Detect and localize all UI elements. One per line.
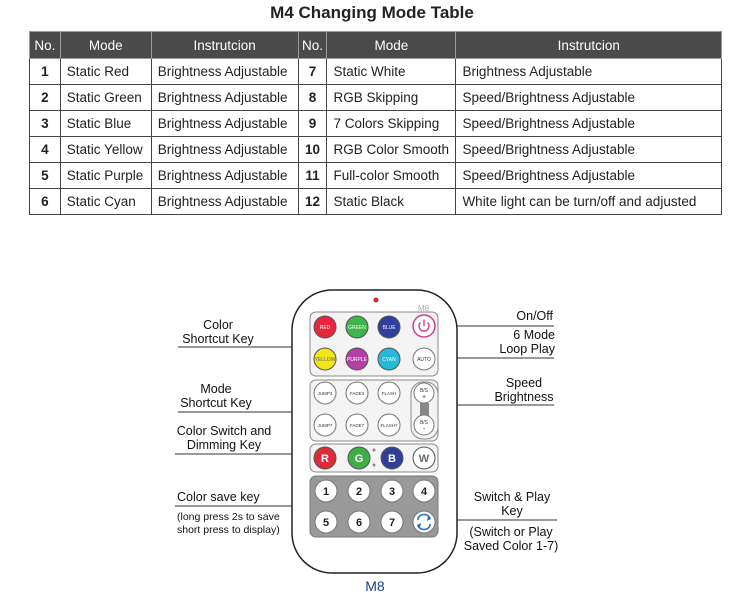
cell-mode: RGB Color Smooth bbox=[327, 137, 456, 163]
header-no-2: No. bbox=[298, 32, 327, 59]
cell-mode: Static Green bbox=[60, 85, 151, 111]
header-mode-1: Mode bbox=[60, 32, 151, 59]
remote-model-label: M8 bbox=[365, 578, 385, 594]
number-key-label: 7 bbox=[388, 517, 396, 529]
cell-no: 1 bbox=[30, 59, 61, 85]
cell-instruction: Brightness Adjustable bbox=[151, 137, 298, 163]
color-key-label: BLUE bbox=[382, 325, 396, 331]
annotation-color-shortcut: Color Shortcut Key bbox=[182, 318, 254, 346]
color-key-label: GREEN bbox=[348, 325, 366, 331]
rgbw-key-label: W bbox=[418, 453, 430, 465]
annotation-speed-brightness: Speed Brightness bbox=[494, 376, 554, 404]
cell-no: 9 bbox=[298, 111, 327, 137]
cell-instruction: Brightness Adjustable bbox=[456, 59, 722, 85]
cell-instruction: White light can be turn/off and adjusted bbox=[456, 189, 722, 215]
cell-instruction: Brightness Adjustable bbox=[151, 163, 298, 189]
rgbw-key-label: R bbox=[321, 453, 329, 465]
cell-no: 3 bbox=[30, 111, 61, 137]
annotation-switch-play: Switch & Play Key bbox=[473, 490, 551, 518]
auto-button-label: AUTO bbox=[417, 357, 431, 363]
speed-key-label: B/S bbox=[419, 420, 429, 426]
cell-no: 8 bbox=[298, 85, 327, 111]
color-key-label: RED bbox=[319, 325, 331, 331]
annotation-switch-play-note: (Switch or Play Saved Color 1-7) bbox=[463, 525, 559, 553]
speed-key-sign: + bbox=[421, 394, 427, 401]
header-instruction-2: Instrutcion bbox=[456, 32, 722, 59]
mode-key-label: JUMP3 bbox=[317, 391, 333, 396]
cell-mode: Full-color Smooth bbox=[327, 163, 456, 189]
cell-no: 11 bbox=[298, 163, 327, 189]
cell-mode: Static Yellow bbox=[60, 137, 151, 163]
number-key-label: 3 bbox=[388, 486, 396, 498]
cell-mode: Static Cyan bbox=[60, 189, 151, 215]
color-key-label: CYAN bbox=[382, 357, 396, 363]
mode-key-label: FLASH bbox=[381, 391, 397, 396]
annotation-loop-play: 6 Mode Loop Play bbox=[499, 328, 555, 356]
annotation-mode-shortcut: Mode Shortcut Key bbox=[180, 382, 252, 410]
cell-instruction: Brightness Adjustable bbox=[151, 111, 298, 137]
remote-model-top: M8 bbox=[418, 304, 430, 313]
cell-no: 6 bbox=[30, 189, 61, 215]
cell-instruction: Brightness Adjustable bbox=[151, 59, 298, 85]
mode-key-label: JUMP7 bbox=[317, 423, 333, 428]
cell-instruction: Speed/Brightness Adjustable bbox=[456, 163, 722, 189]
cell-no: 2 bbox=[30, 85, 61, 111]
number-key-label: 6 bbox=[355, 517, 363, 529]
cell-mode: RGB Skipping bbox=[327, 85, 456, 111]
speed-key-label: B/S bbox=[419, 388, 429, 394]
color-key-label: PURPLE bbox=[346, 357, 368, 363]
mode-key-label: FADE3 bbox=[349, 391, 365, 396]
cell-no: 4 bbox=[30, 137, 61, 163]
rgbw-key-label: B bbox=[388, 453, 396, 465]
color-key-label: YELLOW bbox=[314, 357, 336, 363]
cell-no: 12 bbox=[298, 189, 327, 215]
mode-key-label: FADE7 bbox=[349, 423, 365, 428]
annotation-color-switch: Color Switch and Dimming Key bbox=[176, 424, 272, 452]
number-key-label: 4 bbox=[420, 486, 428, 498]
cell-mode: Static White bbox=[327, 59, 456, 85]
cell-mode: Static Black bbox=[327, 189, 456, 215]
indicator-led bbox=[374, 298, 379, 303]
mode-key-label: FLASH7 bbox=[380, 423, 398, 428]
speed-key-sign: - bbox=[422, 426, 426, 433]
cell-instruction: Brightness Adjustable bbox=[151, 85, 298, 111]
cell-no: 10 bbox=[298, 137, 327, 163]
number-key-label: 1 bbox=[322, 486, 330, 498]
cell-mode: Static Red bbox=[60, 59, 151, 85]
annotation-color-save: Color save key bbox=[177, 490, 260, 504]
number-key-label: 2 bbox=[355, 486, 363, 498]
page-title: M4 Changing Mode Table bbox=[270, 3, 474, 22]
cell-mode: Static Blue bbox=[60, 111, 151, 137]
cell-mode: Static Purple bbox=[60, 163, 151, 189]
header-instruction-1: Instrutcion bbox=[151, 32, 298, 59]
cell-instruction: Speed/Brightness Adjustable bbox=[456, 85, 722, 111]
header-mode-2: Mode bbox=[327, 32, 456, 59]
cell-instruction: Speed/Brightness Adjustable bbox=[456, 137, 722, 163]
header-no-1: No. bbox=[30, 32, 61, 59]
cell-no: 5 bbox=[30, 163, 61, 189]
annotation-on-off: On/Off bbox=[516, 309, 553, 323]
number-key-label: 5 bbox=[322, 517, 330, 529]
annotation-color-save-note: (long press 2s to save short press to display) bbox=[177, 511, 280, 536]
cell-mode: 7 Colors Skipping bbox=[327, 111, 456, 137]
cell-no: 7 bbox=[298, 59, 327, 85]
cell-instruction: Brightness Adjustable bbox=[151, 189, 298, 215]
cell-instruction: Speed/Brightness Adjustable bbox=[456, 111, 722, 137]
rgbw-key-label: G bbox=[354, 453, 364, 465]
